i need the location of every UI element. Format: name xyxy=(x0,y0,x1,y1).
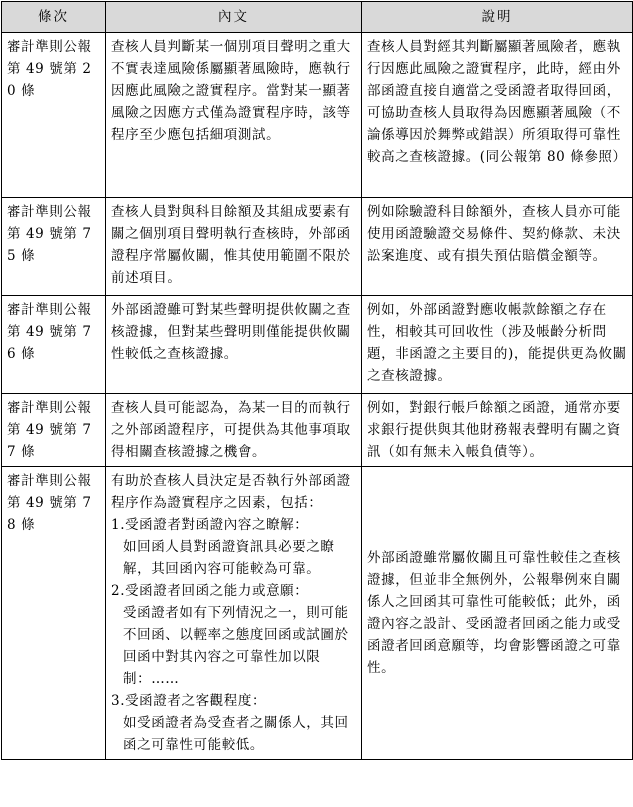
table-row xyxy=(2,467,633,760)
table-row xyxy=(2,394,633,467)
clause-cell: 審計準則公報第 49 號第 20 條 xyxy=(2,33,106,198)
factor-3-body: 如受函證者為受查者之關係人，其回函之可靠性可能較低。 xyxy=(123,715,349,753)
clause-cell: 審計準則公報第 49 號第 75 條 xyxy=(2,198,106,296)
table-row xyxy=(2,296,633,394)
table-row xyxy=(2,33,633,198)
factor-3-title: 3.受函證者之客觀程度： xyxy=(111,693,267,709)
explanation-cell: 例如，對銀行帳戶餘額之函證，通常亦要求銀行提供與其他財務報表聲明有關之資訊（如有無未入帳負債等）。 xyxy=(362,394,633,467)
explanation-cell: 例如除驗證科目餘額外，查核人員亦可能使用函證驗證交易條件、契約條款、未決訟案進度、或有損失預估賠償金額等。 xyxy=(362,198,633,296)
table-row xyxy=(2,198,633,296)
explanation-cell: 外部函證雖常屬攸關且可靠性較佳之查核證據，但並非全無例外，公報舉例來自關係人之回函其可靠性可能較低；此外，函證內容之設計、受函證者回函之能力或受函證者回函意願等，均會影響函證之可靠性。 xyxy=(362,467,633,760)
clause-cell: 審計準則公報第 49 號第 77 條 xyxy=(2,394,106,467)
explanation-cell: 查核人員對經其判斷屬顯著風險者，應執行因應此風險之證實程序，此時，經由外部函證直接自適當之受函證者取得回函，可協助查核人員取得為因應顯著風險（不論係導因於舞弊或錯誤）所須取得可靠性較高之查核證據。(同公報第 80 條參照） xyxy=(362,33,633,198)
header-content: 內文 xyxy=(106,2,362,33)
clause-table xyxy=(1,1,633,760)
content-cell: 查核人員可能認為，為某一目的而執行之外部函證程序，可提供為其他事項取得相關查核證據之機會。 xyxy=(106,394,362,467)
factor-2-title: 2.受函證者回函之能力或意願： xyxy=(111,583,309,599)
content-cell xyxy=(106,467,362,760)
content-cell: 外部函證雖可對某些聲明提供攸關之查核證據，但對某些聲明則僅能提供攸關性較低之查核證據。 xyxy=(106,296,362,394)
factor-1-body: 如回函人員對函證資訊具必要之瞭解，其回函內容可能較為可靠。 xyxy=(123,539,335,577)
clause-cell: 審計準則公報第 49 號第 76 條 xyxy=(2,296,106,394)
explanation-cell: 例如，外部函證對應收帳款餘額之存在性，相較其可回收性（涉及帳齡分析問題，非函證之主要目的)，能提供更為攸關之查核證據。 xyxy=(362,296,633,394)
content-intro: 有助於查核人員決定是否執行外部函證程序作為證實程序之因素，包括： xyxy=(111,473,351,511)
header-row xyxy=(2,2,633,33)
clause-cell: 審計準則公報第 49 號第 78 條 xyxy=(2,467,106,760)
content-cell: 查核人員判斷某一個別項目聲明之重大不實表達風險係屬顯著風險時，應執行因應此風險之證實程序。當對某一顯著風險之因應方式僅為證實程序時，該等程序至少應包括細項測試。 xyxy=(106,33,362,198)
header-explanation: 說明 xyxy=(362,2,633,33)
header-clause: 條次 xyxy=(2,2,106,33)
factor-2-body: 受函證者如有下列情況之一，則可能不回函、以輕率之態度回函或試圖於回函中對其內容之可靠性加以限制：…… xyxy=(123,605,349,687)
content-cell: 查核人員對與科目餘額及其組成要素有關之個別項目聲明執行查核時，外部函證程序常屬攸關，惟其使用範圍不限於前述項目。 xyxy=(106,198,362,296)
factor-1-title: 1.受函證者對函證內容之瞭解： xyxy=(111,517,309,533)
